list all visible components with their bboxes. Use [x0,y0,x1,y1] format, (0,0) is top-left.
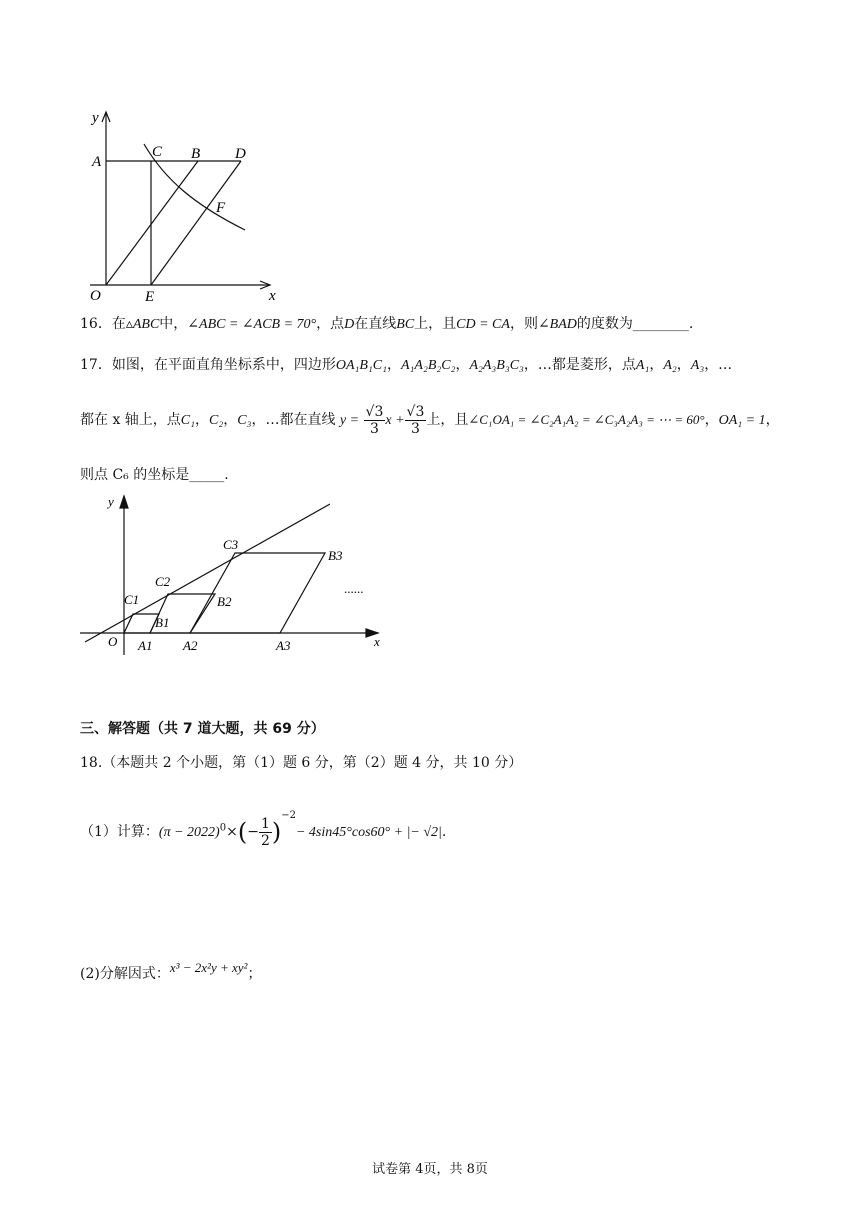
line-ED [151,161,241,285]
figure-17-graph [80,490,390,660]
label-x: x [269,288,276,304]
q17-text: ，…都在直线 [251,412,336,428]
q16-asked-angle: ∠BAD [537,317,577,332]
fraction-numerator: √3 [406,403,425,420]
label-C: C [152,144,163,160]
q17-sep: ， [704,412,719,428]
fraction-numerator: √3 [365,403,384,420]
line-OB [106,161,198,285]
label-A1: A1 [138,638,153,653]
q17-fraction-1 [364,404,386,437]
q17-point-c3: C₃ [237,413,252,428]
label-y: y [108,494,114,509]
q18-half-fraction [259,816,272,849]
label-A2: A2 [183,638,198,653]
y-axis-arrow [120,496,128,508]
rhombus-3 [190,553,325,633]
question-17-line2 [80,400,780,441]
q17-point-a3: A₃ [690,358,705,373]
label-C3: C3 [223,537,239,552]
q17-quad1: OA₁B₁C₁ [335,358,387,373]
q17-sep: ， [455,357,470,373]
q18-p1-times: × [226,824,238,840]
q17-eq-x: x + [385,413,405,428]
section-3-heading: 三、解答题（共 7 道大题，共 69 分） [80,721,325,737]
q17-fraction-2 [405,404,427,437]
question-17-line1 [80,355,732,376]
q16-number: 16．在 [80,316,126,332]
q16-angles: ∠ABC = ∠ACB = 70° [187,317,317,332]
q18-p1-term: (π − 2022) [158,825,220,840]
q17-sep: ， [649,357,664,373]
q17-point-c2: C₂ [209,413,224,428]
label-B: B [191,146,201,162]
q17-text: 都在 x 轴上，点 [80,412,181,428]
label-F: F [216,200,226,216]
q16-text: 在直线 [354,316,397,332]
question-16 [80,314,693,335]
q17-quad2: A₁A₂B₂C₂ [400,358,456,373]
q18-p2-label: (2)分解因式： [80,966,170,982]
label-E: E [145,289,155,305]
label-B1: B1 [155,615,170,630]
q16-text: ，点 [316,316,345,332]
q17-sep: ， [195,412,210,428]
label-O: O [90,288,101,304]
fraction-denominator: 3 [369,420,379,437]
label-D: D [235,146,246,162]
q18-p2-end: ； [247,966,262,982]
label-B2: B2 [217,594,232,609]
question-18-part1: （1）计算：$(\pi - 2022)^0\times(-$ $\frac{1}{2}$ )$^{-2}$− 4sin45°cos60° + |− √2|. [80,810,447,849]
q18-p2-expression: x³ − 2x²y + xy² [169,960,248,975]
q16-text: ，则 [509,316,538,332]
fraction-denominator: 3 [410,420,420,437]
q18-p1-label: （1）计算： [80,824,159,840]
fraction-denominator: 2 [260,832,270,849]
fraction-numerator: 1 [260,815,270,832]
label-A3: A3 [276,638,291,653]
q18-p1-exp0: 0 [219,822,227,834]
label-B3: B3 [328,548,343,563]
label-O: O [108,634,118,649]
q17-text: ，…都是菱形，点 [523,357,636,373]
q17-text: 17．如图，在平面直角坐标系中，四边形 [80,357,336,373]
question-17-line3: 则点 C₆ 的坐标是_____. [80,467,229,483]
q17-point-a2: A₂ [663,358,677,373]
q17-text: 上，且 [426,412,469,428]
q17-sep: ， [765,412,780,428]
question-18-part2 [80,960,262,984]
q16-blank: 的度数为________. [576,316,694,332]
label-y: y [92,110,99,126]
q17-point-c1: C₁ [180,413,196,428]
q17-angles: ∠C₁OA₁ = ∠C₂A₁A₂ = ∠C₃A₂A₃ = ⋯ = 60° [468,412,705,427]
figure-16-graph [70,100,300,310]
label-C1: C1 [124,592,140,607]
q18-p1-abs: |− √2| [406,825,442,840]
q16-triangle: ▵ABC [125,317,160,332]
q16-line-bc: BC [396,317,415,332]
q16-text: 上，且 [414,316,457,332]
q16-point-d: D [344,317,355,332]
q17-quad3: A₂A₃B₃C₃ [469,358,524,373]
q17-sep: ， [386,357,401,373]
q18-p1-end: . [441,824,447,840]
label-x: x [374,634,380,649]
label-A: A [92,154,102,170]
q18-p1-rest: − 4sin45°cos60° + [295,825,407,840]
line-through-c-points [85,504,330,642]
question-18-header: 18.（本题共 2 个小题，第（1）题 6 分，第（2）题 4 分，共 10 分） [80,755,523,771]
q17-eq-y: y = [339,413,360,428]
q17-oa1: OA₁ = 1 [718,413,766,428]
q16-condition: CD = CA [456,317,510,332]
q17-text: ，… [704,357,733,373]
q17-sep: ， [676,357,691,373]
q18-p1-exp2: −2 [281,810,296,821]
q17-point-a1: A₁ [635,358,650,373]
page-footer: 试卷第 4页，共 8页 [372,1162,488,1177]
label-dots: ...... [344,581,364,596]
q16-text: 中， [159,316,188,332]
label-C2: C2 [155,574,171,589]
q17-sep: ， [223,412,238,428]
